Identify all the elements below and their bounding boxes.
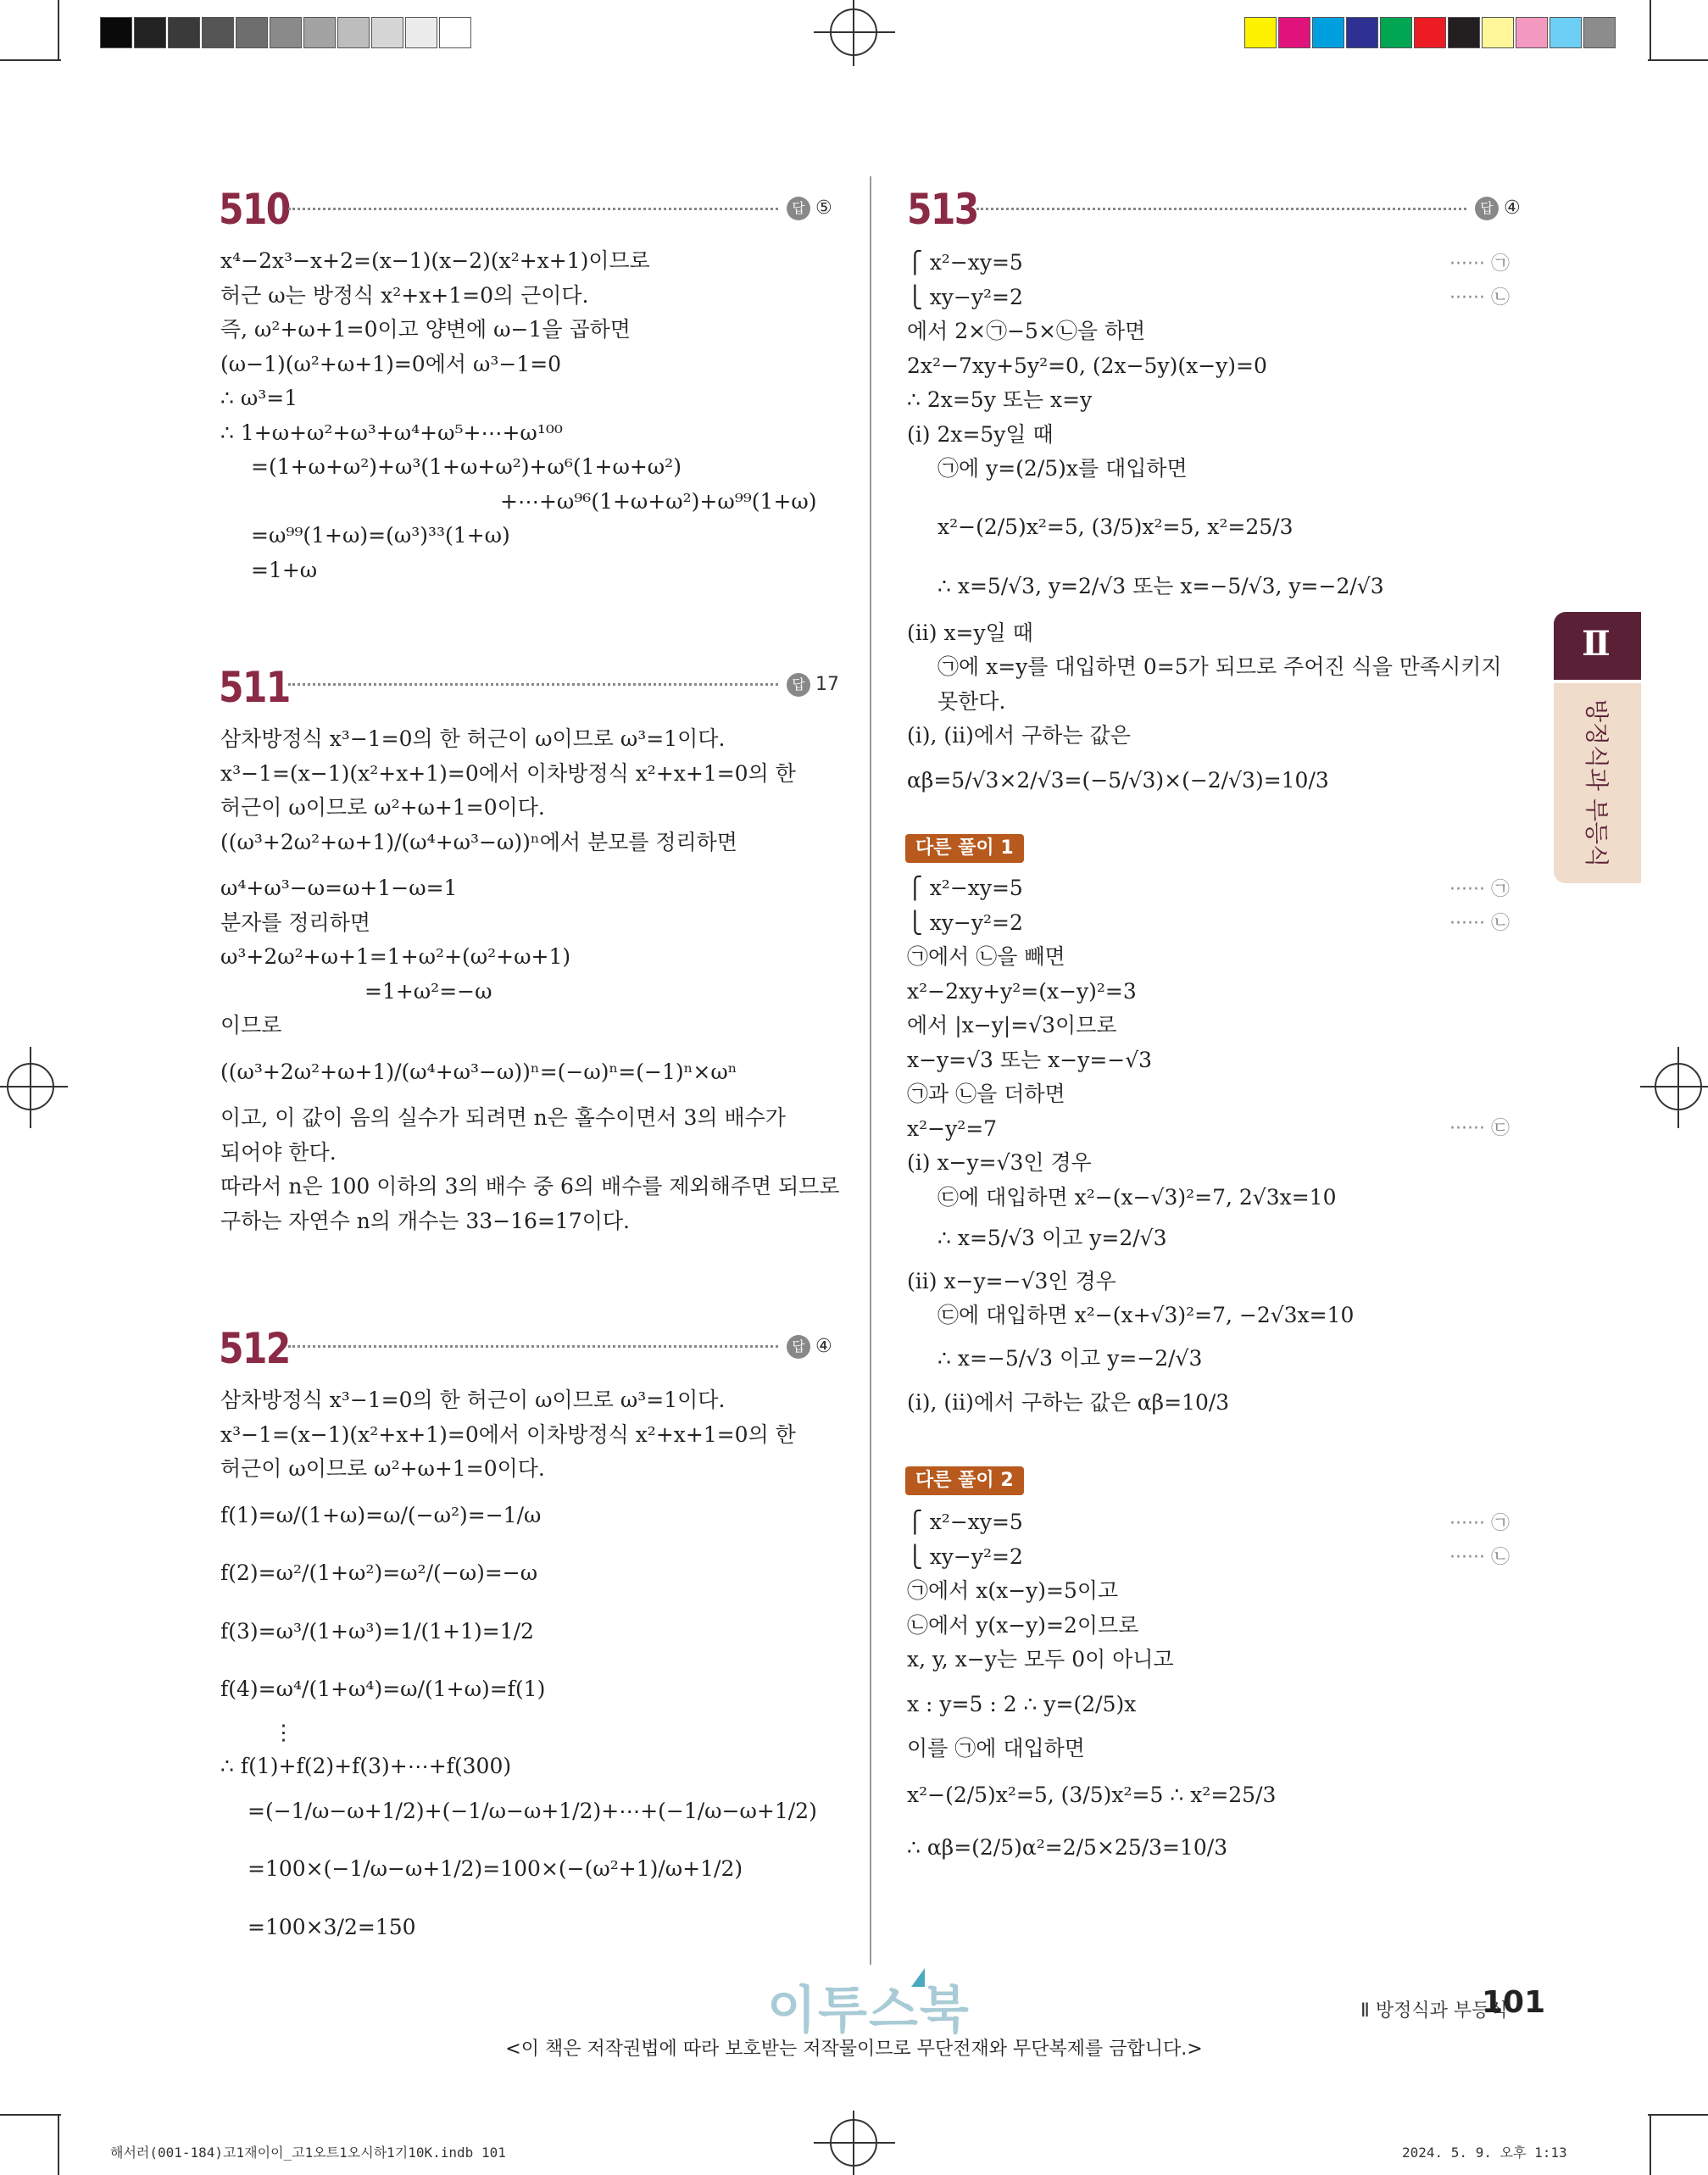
p511-lines-line: 허근이 ω이므로 ω²+ω+1=0이다. xyxy=(220,795,545,820)
p512-lines-line: 허근이 ω이므로 ω²+ω+1=0이다. xyxy=(220,1456,545,1481)
crop-mark xyxy=(0,59,61,61)
p513-alt2-line: x²−(2/5)x²=5, (3/5)x²=5 ∴ x²=25/3 xyxy=(907,1782,1277,1807)
p510-lines-line: ∴ 1+ω+ω²+ω³+ω⁴+ω⁵+⋯+ω¹⁰⁰ xyxy=(220,420,563,445)
p511-lines-line: 되어야 한다. xyxy=(220,1139,337,1165)
p513-alt2-line: ∴ αβ=(2/5)α²=2/5×25/3=10/3 xyxy=(907,1835,1228,1860)
p511-lines-line: ((ω³+2ω²+ω+1)/(ω⁴+ω³−ω))ⁿ=(−ω)ⁿ=(−1)ⁿ×ωⁿ xyxy=(220,1059,737,1084)
p512-lines-line: 삼차방정식 x³−1=0의 한 허근이 ω이므로 ω³=1이다. xyxy=(220,1388,726,1412)
answer-512 xyxy=(787,1335,832,1359)
gray-swatch xyxy=(439,17,471,48)
color-swatch xyxy=(1312,17,1344,48)
color-swatch xyxy=(1414,17,1446,48)
problem-number-510: 510 xyxy=(219,185,290,234)
p512-lines-line: =(−1/ω−ω+1/2)+(−1/ω−ω+1/2)+⋯+(−1/ω−ω+1/2) xyxy=(248,1798,817,1823)
color-swatch xyxy=(1583,17,1616,48)
color-swatch xyxy=(1448,17,1480,48)
answer-value: 17 xyxy=(815,674,839,695)
gray-swatch xyxy=(337,17,370,48)
p513-lines-line: ⎧ x²−xy=5 xyxy=(907,250,1023,275)
p512-lines-line: =100×3/2=150 xyxy=(248,1914,416,1939)
gray-swatch xyxy=(236,17,268,48)
p510-lines-line: 즉, ω²+ω+1=0이고 양변에 ω−1을 곱하면 xyxy=(220,317,631,342)
p511-lines-line: ((ω³+2ω²+ω+1)/(ω⁴+ω³−ω))ⁿ에서 분모를 정리하면 xyxy=(220,829,737,854)
answer-badge-icon: 답 xyxy=(787,673,810,697)
p513-alt1-line: 에서 |x−y|=√3이므로 xyxy=(907,1013,1117,1037)
p513-alt1-line: ∴ x=5/√3 이고 y=2/√3 xyxy=(937,1226,1167,1250)
crop-mark xyxy=(58,2114,59,2175)
p513-lines-line: ㉠에 y=(2/5)x를 대입하면 xyxy=(937,456,1188,481)
p512-lines-line: f(3)=ω³/(1+ω³)=1/(1+1)=1/2 xyxy=(220,1618,534,1644)
p511-lines-line: 이므로 xyxy=(220,1013,282,1037)
p512-lines-line: ⋮ xyxy=(273,1719,294,1744)
problem-number-511: 511 xyxy=(219,663,290,712)
crop-mark xyxy=(1650,2114,1651,2175)
problem-number-513: 513 xyxy=(907,185,978,234)
p513-alt1-line: ⎧ x²−xy=5 xyxy=(907,876,1023,900)
p511-lines-line: 이고, 이 값이 음의 실수가 되려면 n은 홀수이면서 3의 배수가 xyxy=(220,1105,786,1130)
crop-mark xyxy=(0,2114,61,2116)
p511-lines-line: x³−1=(x−1)(x²+x+1)=0에서 이차방정식 x²+x+1=0의 한 xyxy=(220,760,796,786)
p512-lines-line: =100×(−1/ω−ω+1/2)=100×(−(ω²+1)/ω+1/2) xyxy=(248,1856,743,1881)
color-swatch xyxy=(1278,17,1310,48)
p513-alt2-line: ㉠에서 x(x−y)=5이고 xyxy=(907,1578,1119,1603)
p513-alt1-line: ⎩ xy−y²=2 xyxy=(907,909,1023,935)
gray-swatch xyxy=(303,17,336,48)
equation-tag: ······ ㉠ xyxy=(1449,879,1510,900)
leader-dots xyxy=(288,1345,778,1348)
p513-lines-line: x²−(2/5)x²=5, (3/5)x²=5, x²=25/3 xyxy=(937,514,1294,539)
footer-section: Ⅱ 방정식과 부등식 xyxy=(1360,2000,1508,2022)
copyright-notice: <이 책은 저작권법에 따라 보호받는 저작물이므로 무단전재와 무단복제를 금합니다.> xyxy=(505,2039,1203,2060)
color-swatch xyxy=(1346,17,1378,48)
p510-lines-line: +⋯+ω⁹⁶(1+ω+ω²)+ω⁹⁹(1+ω) xyxy=(500,488,817,514)
p512-lines-line: ∴ f(1)+f(2)+f(3)+⋯+f(300) xyxy=(220,1754,512,1778)
p510-lines-line: =(1+ω+ω²)+ω³(1+ω+ω²)+ω⁶(1+ω+ω²) xyxy=(251,454,682,479)
gray-swatch xyxy=(202,17,234,48)
color-swatch xyxy=(1516,17,1548,48)
gray-swatch xyxy=(168,17,200,48)
p513-alt2-line: x : y=5 : 2 ∴ y=(2/5)x xyxy=(907,1691,1137,1716)
answer-value: ④ xyxy=(1504,197,1521,219)
answer-513 xyxy=(1475,197,1521,220)
p513-lines-line: 2x²−7xy+5y²=0, (2x−5y)(x−y)=0 xyxy=(907,353,1267,378)
answer-value: ⑤ xyxy=(815,197,832,219)
p513-alt1-line: ㉠에서 ㉡을 빼면 xyxy=(907,944,1065,969)
p513-alt2-line: 이를 ㉠에 대입하면 xyxy=(907,1736,1085,1761)
p513-lines-line: αβ=5/√3×2/√3=(−5/√3)×(−2/√3)=10/3 xyxy=(907,767,1329,793)
problem-number-512: 512 xyxy=(219,1324,290,1373)
answer-511 xyxy=(787,673,839,697)
answer-510 xyxy=(787,197,832,220)
equation-tag: ······ ㉢ xyxy=(1449,1118,1510,1139)
logo-flag-icon xyxy=(911,1968,925,1987)
p511-lines-line: 분자를 정리하면 xyxy=(220,909,370,935)
leader-dots xyxy=(976,208,1466,210)
p513-alt1-line: ㉢에 대입하면 x²−(x+√3)²=7, −2√3x=10 xyxy=(937,1303,1355,1327)
p513-lines-line: ∴ x=5/√3, y=2/√3 또는 x=−5/√3, y=−2/√3 xyxy=(937,574,1384,598)
publisher-logo: 이투스북 xyxy=(767,1981,971,2040)
p513-alt1-line: ∴ x=−5/√3 이고 y=−2/√3 xyxy=(937,1345,1203,1371)
p513-alt1-line: (ⅰ), (ⅱ)에서 구하는 값은 αβ=10/3 xyxy=(907,1390,1230,1415)
p512-lines-line: f(1)=ω/(1+ω)=ω/(−ω²)=−1/ω xyxy=(220,1502,542,1527)
crop-mark xyxy=(1650,0,1651,61)
p511-lines-line: 삼차방정식 x³−1=0의 한 허근이 ω이므로 ω³=1이다. xyxy=(220,726,726,751)
p510-lines-line: x⁴−2x³−x+2=(x−1)(x−2)(x²+x+1)이므로 xyxy=(220,248,650,273)
equation-tag: ······ ㉠ xyxy=(1449,253,1510,275)
p511-lines-line: =1+ω²=−ω xyxy=(364,978,492,1004)
p513-lines-line: ㉠에 x=y를 대입하면 0=5가 되므로 주어진 식을 만족시키지 xyxy=(937,654,1502,679)
p510-lines-line: =ω⁹⁹(1+ω)=(ω³)³³(1+ω) xyxy=(251,523,510,548)
crop-mark xyxy=(1648,2114,1708,2116)
crop-mark xyxy=(58,0,59,61)
p513-lines-line: (ⅱ) x=y일 때 xyxy=(907,620,1033,645)
p511-lines-line: ω⁴+ω³−ω=ω+1−ω=1 xyxy=(220,876,458,900)
answer-badge-icon: 답 xyxy=(787,197,810,220)
p511-lines-line: 구하는 자연수 n의 개수는 33−16=17이다. xyxy=(220,1208,630,1233)
p513-lines-line: (ⅰ), (ⅱ)에서 구하는 값은 xyxy=(907,723,1131,748)
p513-lines-line: 에서 2×㉠−5×㉡을 하면 xyxy=(907,319,1146,343)
chapter-label: 방정식과 부등식 xyxy=(1583,698,1611,868)
print-date-slug: 2024. 5. 9. 오후 1:13 xyxy=(1402,2144,1567,2161)
p510-lines-line: 허근 ω는 방정식 x²+x+1=0의 근이다. xyxy=(220,282,589,308)
p513-alt2-line: ㉡에서 y(x−y)=2이므로 xyxy=(907,1612,1139,1638)
gray-swatch xyxy=(270,17,302,48)
p512-lines-line: f(4)=ω⁴/(1+ω⁴)=ω/(1+ω)=f(1) xyxy=(220,1677,546,1701)
p513-lines-line: (ⅰ) 2x=5y일 때 xyxy=(907,421,1054,447)
p513-alt1-line: x²−y²=7 xyxy=(907,1115,998,1141)
chapter-numeral: Ⅱ xyxy=(1582,624,1611,664)
p513-lines-line: ⎩ xy−y²=2 xyxy=(907,284,1023,309)
color-swatch xyxy=(1482,17,1514,48)
p513-lines-line: 못한다. xyxy=(937,688,1006,714)
answer-badge-icon: 답 xyxy=(787,1335,810,1359)
gray-swatch xyxy=(134,17,166,48)
p513-alt1-line: ㉢에 대입하면 x²−(x−√3)²=7, 2√3x=10 xyxy=(937,1184,1337,1210)
color-swatch xyxy=(1244,17,1277,48)
equation-tag: ······ ㉡ xyxy=(1449,1547,1510,1568)
p512-lines-line: x³−1=(x−1)(x²+x+1)=0에서 이차방정식 x²+x+1=0의 한 xyxy=(220,1421,796,1447)
p513-alt1-line: x−y=√3 또는 x−y=−√3 xyxy=(907,1047,1153,1072)
alt-solution-2-badge: 다른 풀이 2 xyxy=(905,1466,1024,1495)
p510-lines-line: (ω−1)(ω²+ω+1)=0에서 ω³−1=0 xyxy=(220,351,562,376)
p513-alt1-line: (ⅱ) x−y=−√3인 경우 xyxy=(907,1268,1116,1293)
p510-lines-line: ∴ ω³=1 xyxy=(220,386,298,410)
p513-alt1-line: (ⅰ) x−y=√3인 경우 xyxy=(907,1150,1092,1175)
page-number: 101 xyxy=(1482,1985,1546,2020)
answer-badge-icon: 답 xyxy=(1475,197,1499,220)
p513-lines-line: ∴ 2x=5y 또는 x=y xyxy=(907,387,1093,412)
p513-alt2-line: ⎩ xy−y²=2 xyxy=(907,1544,1023,1569)
gray-swatch xyxy=(371,17,403,48)
crop-mark xyxy=(1648,59,1708,61)
p512-lines-line: f(2)=ω²/(1+ω²)=ω²/(−ω)=−ω xyxy=(220,1560,538,1585)
answer-value: ④ xyxy=(815,1336,832,1357)
gray-swatch xyxy=(100,17,132,48)
p513-alt1-line: ㉠과 ㉡을 더하면 xyxy=(907,1082,1065,1106)
column-divider xyxy=(870,176,871,1965)
leader-dots xyxy=(288,208,778,210)
color-swatch xyxy=(1380,17,1412,48)
p510-lines-line: =1+ω xyxy=(251,557,318,582)
file-slug: 해서러(001-184)고1재이이_고1오트1오시하1기10K.indb 101 xyxy=(110,2144,506,2161)
p513-alt2-line: ⎧ x²−xy=5 xyxy=(907,1510,1023,1534)
p513-alt1-line: x²−2xy+y²=(x−y)²=3 xyxy=(907,978,1137,1004)
equation-tag: ······ ㉠ xyxy=(1449,1513,1510,1534)
p513-alt2-line: x, y, x−y는 모두 0이 아니고 xyxy=(907,1647,1174,1672)
equation-tag: ······ ㉡ xyxy=(1449,287,1510,309)
color-swatch xyxy=(1549,17,1582,48)
alt-solution-1-badge: 다른 풀이 1 xyxy=(905,834,1024,863)
equation-tag: ······ ㉡ xyxy=(1449,913,1510,934)
p511-lines-line: 따라서 n은 100 이하의 3의 배수 중 6의 배수를 제외해주면 되므로 xyxy=(220,1174,840,1199)
leader-dots xyxy=(288,683,778,686)
p511-lines-line: ω³+2ω²+ω+1=1+ω²+(ω²+ω+1) xyxy=(220,944,571,969)
gray-swatch xyxy=(405,17,437,48)
